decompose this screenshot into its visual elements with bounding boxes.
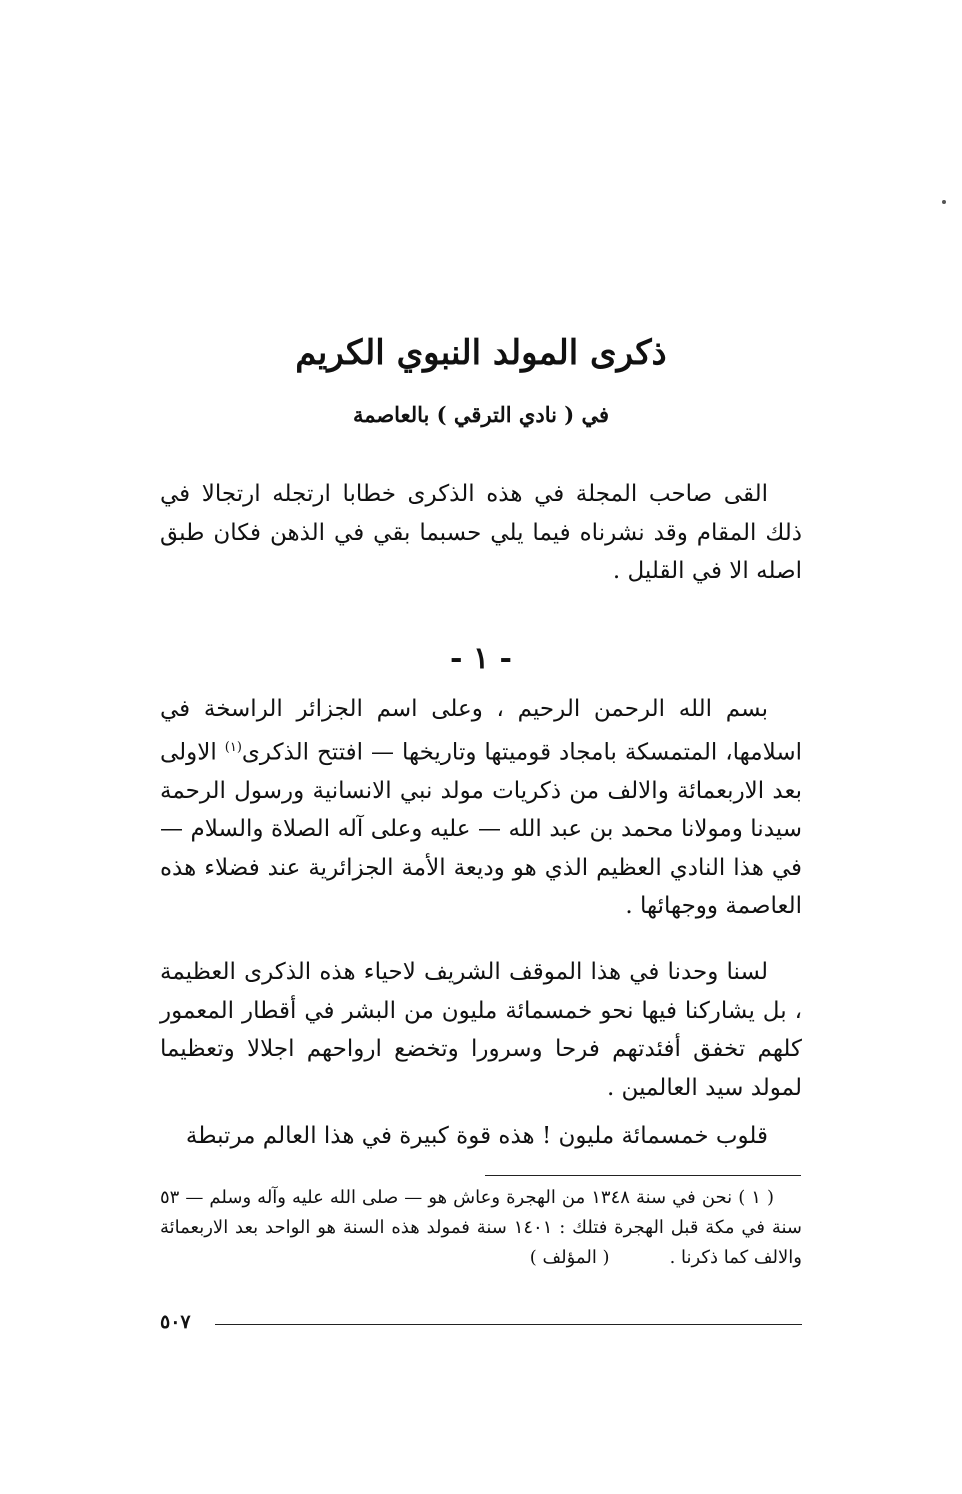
- paragraph-2-text: لسنا وحدنا في هذا الموقف الشريف لاحياء هذه الذكرى العظيمة ، بل يشاركنا فيها نحو خمسمائة مليون من البشر في أقطار المعمور كلهم تخفق أفئدتهم فرحا وسرورا وتخضع ارواحهم اجلالا وتعظيما لمولد سيد العالمين .: [160, 959, 802, 1101]
- page-number: ٥٠٧: [160, 1311, 191, 1333]
- paragraph-2: [160, 953, 802, 1107]
- print-speck: [942, 200, 946, 204]
- intro-text: القى صاحب المجلة في هذه الذكرى خطابا ارتجله ارتجالا في ذلك المقام وقد نشرناه فيما يلي حسبما بقي في الذهن فكان طبق اصله الا في القليل .: [160, 481, 802, 584]
- paragraph-3: [160, 1117, 802, 1156]
- page-bottom-rule: [215, 1324, 802, 1325]
- paragraph-1: [160, 690, 802, 926]
- footnote: [160, 1183, 802, 1273]
- paragraph-3-text: قلوب خمسمائة مليون ! هذه قوة كبيرة في هذا العالم مرتبطة: [185, 1123, 768, 1149]
- paragraph-1-part-1: بسم الله الرحمن الرحيم ، وعلى اسم الجزائر الراسخة في اسلامها، المتمسكة بامجاد قوميتها وتاريخها — افتتح الذكرى: [160, 696, 802, 766]
- page-subtitle: في ( نادي الترقي ) بالعاصمة: [352, 402, 610, 427]
- page-title: ذكرى المولد النبوي الكريم: [295, 333, 667, 373]
- intro-paragraph: [160, 475, 802, 591]
- footnote-reference: (١): [224, 739, 242, 755]
- section-number: - ١ -: [450, 641, 512, 676]
- footnote-body: [160, 1183, 802, 1273]
- footnote-author: ( المؤلف ): [529, 1247, 610, 1268]
- footnote-text: ( ١ ) نحن في سنة ١٣٤٨ من الهجرة وعاش هو — صلى الله عليه وآله وسلم — ٥٣ سنة في مكة قبل الهجرة فتلك : ١٤٠١ سنة فمولد هذه السنة هو الواحد بعد الاربعمائة والالف كما ذكرنا .: [160, 1187, 803, 1268]
- paragraph-1-part-2: الاولى بعد الاربعمائة والالف من ذكريات مولد نبي الانسانية ورسول الرحمة سيدنا ومولانا محمد بن عبد الله — عليه وعلى آله الصلاة والسلام — في هذا النادي العظيم الذي هو وديعة الأمة الجزائرية عند فضلاء هذه العاصمة ووجهائها .: [160, 739, 802, 920]
- footnote-separator: [485, 1175, 801, 1176]
- paragraph-1-text: [160, 690, 802, 926]
